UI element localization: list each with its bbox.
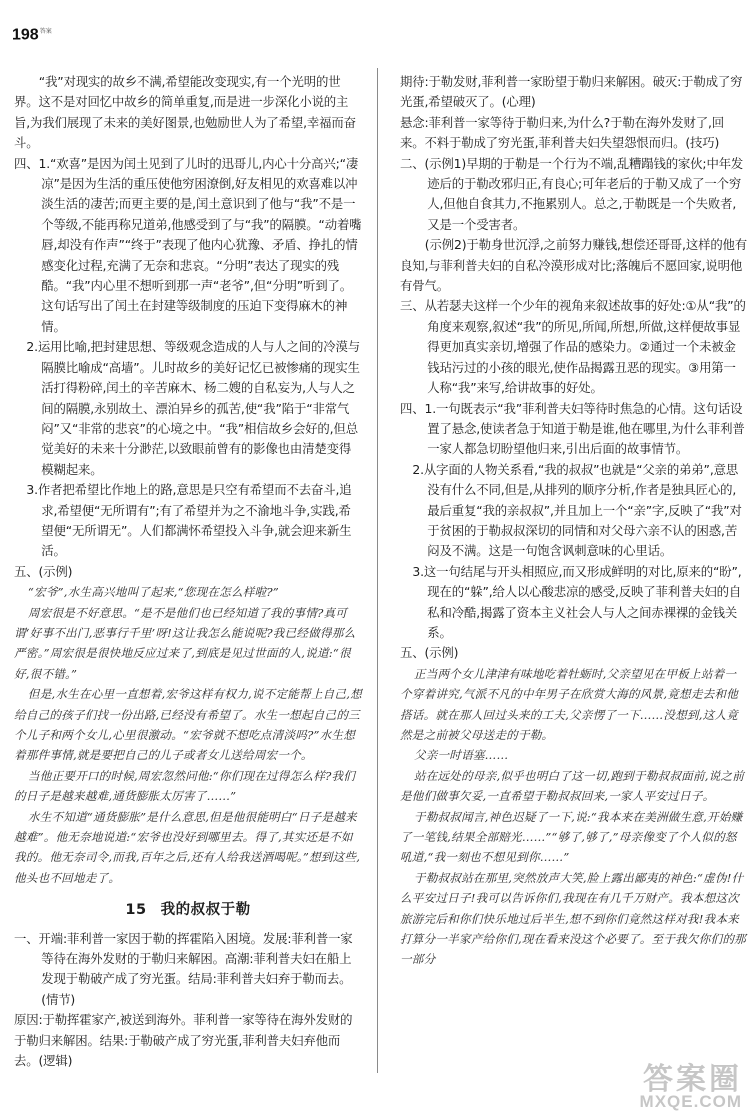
lesson-answer-3: 三、从若瑟夫这样一个少年的视角来叙述故事的好处:①从“我”的角度来观察,叙述“我”的所见,所闻,所想,所做,这样便故事显得更加真实亲切,增强了作品的感染力。②通过一个未被金钱玷污过的小孩的眼光,使作品揭露丑恶的现实。③用第一人称“我”来写,给讲故事的好处。: [400, 298, 746, 396]
page-number: [12, 26, 52, 44]
answer-paragraph: “我”对现实的故乡不满,希望能改变现实,有一个光明的世界。这不是对回忆中故乡的简单重复,而是进一步深化小说的主旨,为我们展现了未来的美好图景,也勉励世人为了希望,幸福而奋斗。: [14, 74, 356, 151]
handwritten-paragraph: 但是,水生在心里一直想着,宏爷这样有权力,说不定能帮上自己,想给自己的孩子们找一份出路,已经没有希望了。水生一想起自己的三个儿子和两个女儿,心里很激动。“宏爷就不想吃点清淡吗?”水生想着那件事情,就是要把自己的儿子或者女儿送给周宏一个。: [14, 687, 362, 763]
page-number-text: 198: [12, 26, 39, 44]
page-number-tag: 答案: [39, 29, 52, 35]
handwritten-paragraph: 站在远处的母亲,似乎也明白了这一切,跑到于勒叔叔面前,说之前是他们做事欠妥,一直希望于勒叔叔回来,一家人平安过日子。: [400, 768, 744, 804]
answer-item-5-label: 五、(示例): [14, 563, 73, 579]
lesson-answer-4-1: 四、1.一句既表示“我”菲利普夫妇等待时焦急的心情。这句话设置了悬念,使读者急于知道于勒是谁,他在哪里,为什么菲利普一家人都急切盼望他归来,引出后面的故事情节。: [400, 400, 745, 457]
lesson-answer-4-2: 2.从字面的人物关系看,“我的叔叔”也就是“父亲的弟弟”,意思没有什么不同,但是,从排列的顺序分析,作者是独具匠心的,最后重复“我的亲叔叔”,并且加上一个“亲”字,反映了“我”对于贫困的于勒叔叔深切的同情和对父母六亲不认的困惑,苦闷及不满。这是一句饱含讽刺意味的心里话。: [412, 461, 742, 559]
watermark-url: MXQE.COM: [639, 1092, 742, 1111]
lesson-answer-2-example2: (示例2)于勒身世沉浮,之前努力赚钱,想偿还哥哥,这样的他有良知,与菲利普夫妇的自私冷漠形成对比;落魄后不愿回家,说明他有骨气。: [400, 237, 748, 294]
lesson-answer-1-tech: 悬念:菲利普一家等待于勒归来,为什么?于勒在海外发财了,回来。不料于勒成了穷光蛋,菲利普夫妇失望怨恨而归。(技巧): [400, 114, 725, 151]
lesson-answer-1: 一、开端:菲利普一家因于勒的挥霍陷入困境。发展:菲利普一家等待在海外发财的于勒归来解困。高潮:菲利普夫妇在船上发现于勒破产成了穷光蛋。结局:菲利普夫妇弃于勒而去。(情节): [14, 930, 353, 1007]
handwritten-paragraph: 周宏很是不好意思。“是不是他们也已经知道了我的事情?真可谓‘好事不出门,恶事行千里’呀!这让我怎么能说呢?我已经做得那么严密。”周宏很是很快地反应过来了,到底是见过世面的人,说道:“很好,很不错。”: [14, 605, 356, 681]
handwritten-paragraph: 当他正要开口的时候,周宏忽然问他:“你们现在过得怎么样?我们的日子是越来越难,通货膨胀太厉害了……”: [14, 768, 356, 804]
lesson-answer-2: 二、(示例1)早期的于勒是一个行为不端,乱糟蹋钱的家伙;中年发迹后的于勒改邪归正,有良心;可年老后的于勒又成了一个穷人,但他自食其力,不拖累别人。总之,于勒既是一个失败者,又是一个受害者。: [400, 155, 744, 232]
right-column: [400, 72, 748, 970]
handwritten-paragraph: 父亲一时语塞……: [413, 748, 509, 763]
answer-item-4-3: 3.作者把希望比作地上的路,意思是只空有希望而不去奋斗,追求,希望便“无所谓有”;有了希望并为之不渝地斗争,实践,希望便“无所谓无”。人们都满怀希望投入斗争,就会迎来新生活。: [26, 482, 352, 559]
lesson-name: 我的叔叔于勒: [160, 902, 251, 919]
handwritten-paragraph: 于勒叔叔闻言,神色迟疑了一下,说:“我本来在美洲做生意,开始赚了一笔钱,结果全部赔光……”“够了,够了,”母亲像变了个人似的怒吼道,“我一刻也不想见到你……”: [400, 809, 743, 865]
answer-item-4-2: 2.运用比喻,把封建思想、等级观念造成的人与人之间的冷漠与隔膜比喻成“高墙”。儿时故乡的美好记忆已被惨痛的现实生活打得粉碎,闰土的辛苦麻木、杨二嫂的自私妄为,人与人之间的隔膜,永别故土、漂泊异乡的孤苦,使“我”陷于“非常气闷”又“非常的悲哀”的心境之中。“我”相信故乡会好的,但总觉美好的未来十分渺茫,以致眼前曾有的影像也由清楚变得模糊起来。: [26, 339, 360, 477]
lesson-title: [14, 900, 362, 920]
lesson-number: 15: [125, 902, 147, 919]
handwritten-paragraph: 正当两个女儿津津有味地吃着牡蛎时,父亲望见在甲板上站着一个穿着讲究,气派不凡的中年男子在欣赏大海的风景,竟想走去和他搭话。就在那人回过头来的工夫,父亲愣了一下……没想到,这人竟然是之前被父母送走的于勒。: [400, 666, 738, 742]
handwritten-paragraph: 于勒叔叔站在那里,突然放声大笑,脸上露出鄙夷的神色:“虚伪!什么平安过日子!我可以告诉你们,我现在有几千万财产。我本想这次旅游完后和你们快乐地过后半生,想不到你们竟然这样对我!我本来打算分一半家产给你们,现在看来没这个必要了。至于我欠你们的那一部分: [400, 870, 746, 967]
watermark-logo: [640, 1054, 742, 1112]
column-divider: [377, 68, 378, 1073]
lesson-answer-1-psych: 期待:于勒发财,菲利普一家盼望于勒归来解困。破灭:于勒成了穷光蛋,希望破灭了。(心理): [400, 74, 743, 110]
lesson-answer-5-label: 五、(示例): [400, 645, 459, 661]
answer-item-4-1: 四、1.“欢喜”是因为闰土见到了儿时的迅哥儿,内心十分高兴;“凄凉”是因为生活的重压使他穷困潦倒,好友相见的欢喜难以冲淡生活的凄苦;而更主要的是,闰土意识到了他与“我”不是一个等级,不能再称兄道弟,他感受到了与“我”的隔膜。“动着嘴唇,却没有作声”“终于”表现了他内心犹豫、矛盾、挣扎的情感变化过程,充满了无奈和悲哀。“分明”表达了现实的残酷。“我”内心里不想听到那一声“老爷”,但“分明”听到了。这句话写出了闰土在封建等级制度的压迫下变得麻木的神情。: [14, 155, 362, 334]
handwritten-paragraph: “宏爷”,水生高兴地叫了起来,“您现在怎么样啦?”: [27, 585, 279, 600]
lesson-answer-1-logic: 原因:于勒挥霍家产,被送到海外。菲利普一家等待在海外发财的于勒归来解困。结果:于勒破产成了穷光蛋,菲利普夫妇弃他而去。(逻辑): [14, 1012, 353, 1069]
handwritten-paragraph: 水生不知道“通货膨胀”是什么意思,但是他很能明白“日子是越来越难”。他无奈地说道:“宏爷也没好到哪里去。得了,其实还是不如我的。他无奈司令,而我,百年之后,还有人给我送酒喝呢。”想到这些,他头也不回地走了。: [14, 809, 361, 885]
watermark-text: 答案圈: [643, 1063, 742, 1096]
lesson-answer-4-3: 3.这一句结尾与开头相照应,而又形成鲜明的对比,原来的“盼”,现在的“躲”,给人以心酸悲凉的感受,反映了菲利普夫妇的自私和冷酷,揭露了资本主义社会人与人之间赤裸裸的金钱关系。: [412, 563, 742, 640]
left-column: [14, 72, 362, 1072]
